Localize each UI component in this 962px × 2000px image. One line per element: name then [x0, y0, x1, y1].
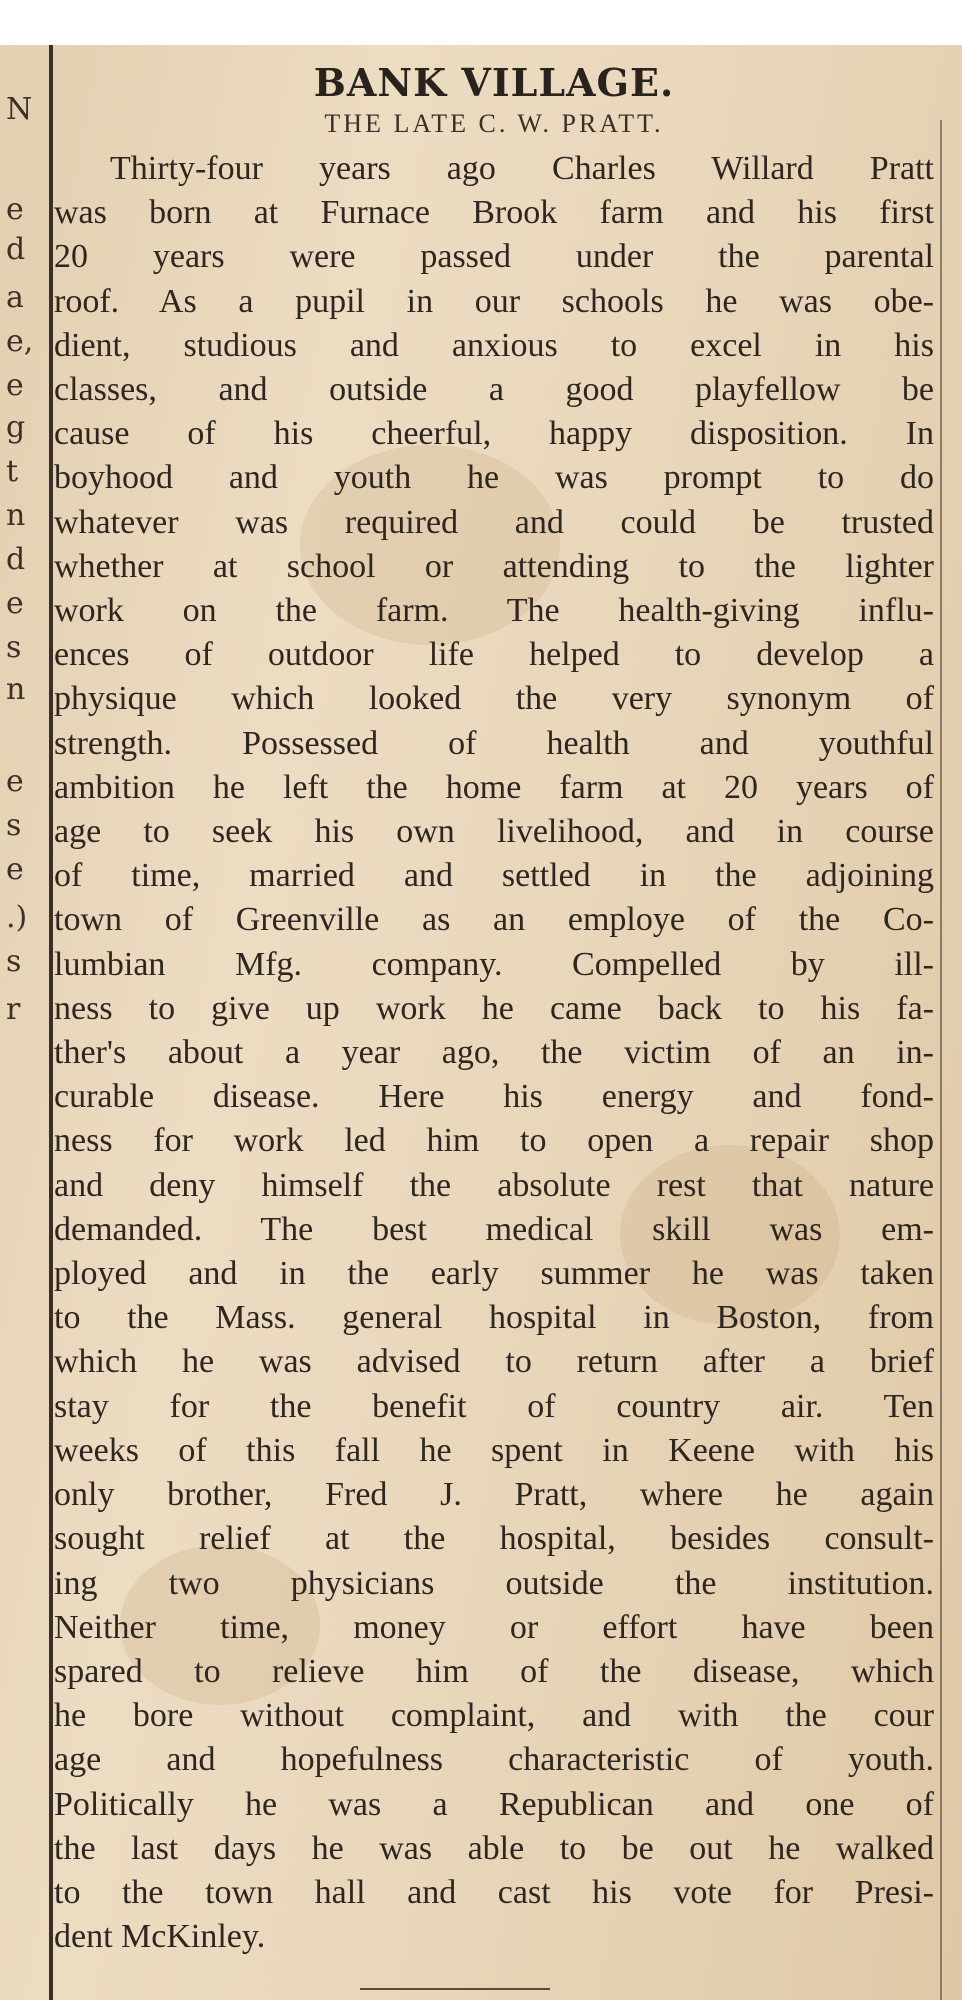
- text-line: ences of outdoor life helped to develop a: [54, 636, 934, 674]
- text-line: of time, married and settled in the adjoining: [54, 857, 934, 895]
- text-line: boyhood and youth he was prompt to do: [54, 459, 934, 497]
- fragment: r: [6, 992, 21, 1027]
- text-line: Thirty-four years ago Charles Willard Pratt: [110, 150, 934, 187]
- text-line: age to seek his own livelihood, and in course: [54, 813, 934, 851]
- fragment: e: [6, 764, 24, 799]
- text-line: ambition he left the home farm at 20 years of: [54, 768, 934, 806]
- text-line: roof. As a pupil in our schools he was obe-: [54, 282, 934, 320]
- text-line: age and hopefulness characteristic of youth.: [54, 1741, 934, 1779]
- fragment: d: [6, 232, 26, 267]
- text-line: weeks of this fall he spent in Keene with his: [54, 1431, 934, 1469]
- fragment: s: [6, 808, 22, 843]
- text-line: Neither time, money or effort have been: [54, 1608, 934, 1646]
- fragment: s: [6, 630, 22, 665]
- text-line: work on the farm. The health-giving influ-: [54, 592, 934, 630]
- text-line: curable disease. Here his energy and fond-: [54, 1078, 934, 1116]
- text-line: lumbian Mfg. company. Compelled by ill-: [54, 945, 934, 983]
- text-line: to the town hall and cast his vote for Presi-: [54, 1873, 934, 1911]
- text-line: whether at school or attending to the lighter: [54, 547, 934, 585]
- text-line: stay for the benefit of country air. Ten: [54, 1387, 934, 1425]
- text-line: ing two physicians outside the institution.: [54, 1564, 934, 1602]
- fragment: s: [6, 944, 22, 979]
- text-line: dent McKinley.: [54, 1918, 266, 1956]
- fragment: n: [6, 498, 26, 533]
- fragment: d: [6, 542, 26, 577]
- headline: BANK VILLAGE.: [313, 60, 675, 105]
- fragment: e: [6, 368, 24, 403]
- text-line: strength. Possessed of health and youthful: [54, 724, 934, 762]
- fragment: .): [6, 900, 28, 935]
- fragment: e,: [6, 324, 34, 359]
- fragment: e: [6, 852, 24, 887]
- fragment: t: [6, 454, 19, 489]
- text-line: to the Mass. general hospital in Boston, from: [54, 1299, 934, 1337]
- end-rule: [360, 1988, 550, 1990]
- fragment: n: [6, 672, 26, 707]
- text-line: which he was advised to return after a brief: [54, 1343, 934, 1381]
- article-body: [54, 147, 934, 1959]
- text-line: Politically he was a Republican and one of: [54, 1785, 934, 1823]
- text-line: the last days he was able to be out he walked: [54, 1829, 934, 1867]
- text-line: whatever was required and could be trusted: [54, 503, 934, 541]
- text-line: classes, and outside a good playfellow be: [54, 371, 934, 409]
- text-line: cause of his cheerful, happy disposition. In: [54, 415, 934, 453]
- text-line: physique which looked the very synonym of: [54, 680, 934, 718]
- text-line: ness for work led him to open a repair shop: [54, 1122, 934, 1160]
- adjacent-column-fragments: [0, 92, 44, 1695]
- column-rule-left: [49, 45, 53, 2000]
- fragment: N: [6, 92, 33, 127]
- text-line: town of Greenville as an employe of the Co-: [54, 901, 934, 939]
- text-line: ployed and in the early summer he was taken: [54, 1255, 934, 1293]
- fragment: e: [6, 586, 24, 621]
- subheadline: THE LATE C. W. PRATT.: [324, 109, 664, 138]
- text-line: and deny himself the absolute rest that nature: [54, 1166, 934, 1204]
- text-line: ther's about a year ago, the victim of an in-: [54, 1034, 934, 1072]
- fragment: e: [6, 192, 24, 227]
- text-line: he bore without complaint, and with the cour: [54, 1697, 934, 1735]
- text-line: dient, studious and anxious to excel in his: [54, 326, 934, 364]
- column-rule-right: [940, 120, 942, 2000]
- text-line: spared to relieve him of the disease, which: [54, 1652, 934, 1690]
- text-line: demanded. The best medical skill was em-: [54, 1210, 934, 1248]
- text-line: 20 years were passed under the parental: [54, 238, 934, 276]
- text-line: ness to give up work he came back to his fa-: [54, 989, 934, 1027]
- obituary-article: [54, 60, 934, 1959]
- text-line: only brother, Fred J. Pratt, where he again: [54, 1476, 934, 1514]
- text-line: was born at Furnace Brook farm and his first: [54, 194, 934, 232]
- fragment: a: [6, 280, 24, 315]
- fragment: g: [6, 410, 26, 445]
- text-line: sought relief at the hospital, besides consult-: [54, 1520, 934, 1558]
